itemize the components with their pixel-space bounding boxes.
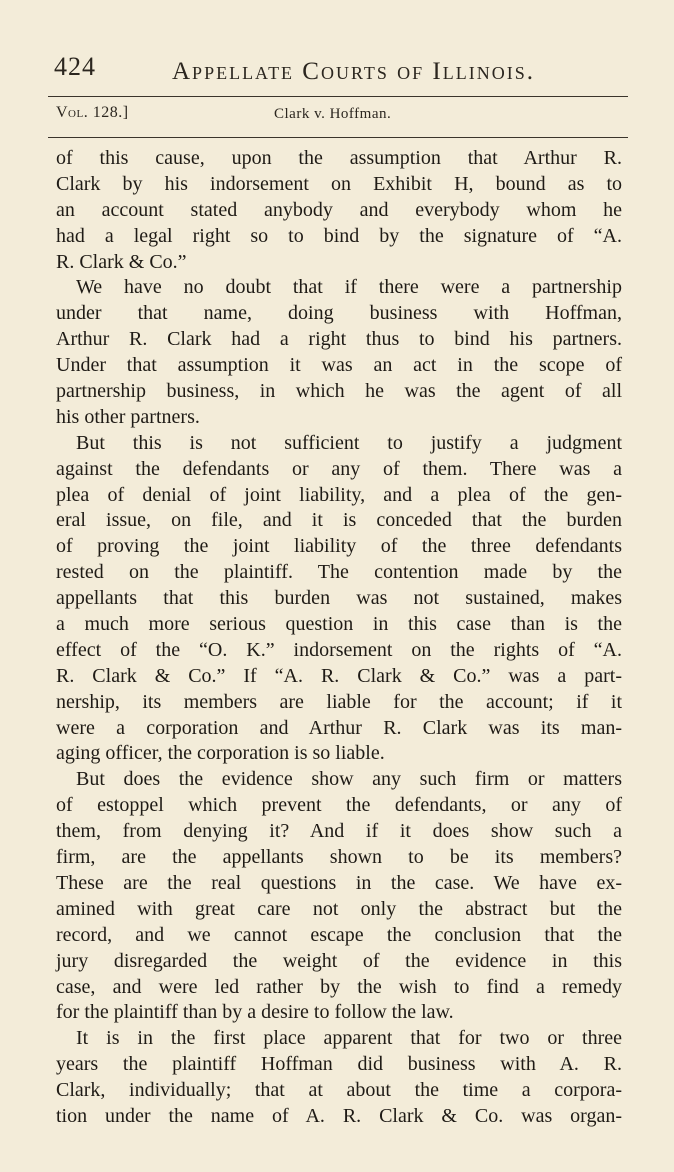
text-line: record, and we cannot escape the conclusion that the	[56, 923, 622, 946]
text-line: of this cause, upon the assumption that Arthur R.	[56, 147, 622, 169]
text-line: an account stated anybody and everybody whom he	[56, 198, 622, 221]
case-name: Clark v. Hoffman.	[274, 106, 392, 122]
text-line: years the plaintiff Hoffman did business with A. R.	[56, 1053, 622, 1076]
body-text	[56, 146, 622, 1130]
text-line: effect of the “O. K.” indorsement on the rights of “A.	[56, 638, 622, 661]
text-line: were a corporation and Arthur R. Clark was its man-	[56, 716, 622, 739]
text-line: R. Clark & Co.”	[56, 250, 187, 273]
subheader	[56, 104, 626, 132]
text-line: case, and were led rather by the wish to find a remedy	[56, 975, 622, 998]
text-line: eral issue, on file, and it is conceded that the burden	[56, 509, 622, 532]
text-line: nership, its members are liable for the account; if it	[56, 690, 622, 713]
text-line: R. Clark & Co.” If “A. R. Clark & Co.” was a part-	[56, 664, 622, 687]
text-line: a much more serious question in this case than is the	[56, 613, 622, 636]
text-line: amined with great care not only the abstract but the	[56, 897, 622, 920]
page-header	[54, 52, 628, 92]
text-line: plea of denial of joint liability, and a plea of the gen-	[56, 483, 622, 506]
text-line: partnership business, in which he was the agent of all	[56, 380, 622, 403]
text-line: But this is not sufficient to justify a judgment	[76, 431, 622, 454]
text-line: had a legal right so to bind by the signature of “A.	[56, 224, 622, 247]
text-line: Clark, individually; that at about the time a corpora-	[56, 1079, 622, 1102]
text-line: We have no doubt that if there were a partnership	[76, 276, 622, 299]
text-line: Clark by his indorsement on Exhibit H, bound as to	[56, 172, 622, 195]
text-line: These are the real questions in the case. We have ex-	[56, 871, 622, 894]
page-number: 424	[54, 52, 96, 81]
text-line: for the plaintiff than by a desire to follow the law.	[56, 1001, 454, 1024]
header-rule-bottom	[48, 137, 628, 138]
header-rule-top	[48, 96, 628, 97]
text-line: under that name, doing business with Hoffman,	[56, 302, 622, 325]
text-line: his other partners.	[56, 405, 200, 428]
text-line: them, from denying it? And if it does show such a	[56, 820, 622, 843]
text-line: tion under the name of A. R. Clark & Co. was organ-	[56, 1104, 622, 1127]
text-line: Under that assumption it was an act in the scope of	[56, 354, 622, 377]
running-title: Appellate Courts of Illinois.	[172, 58, 535, 85]
text-line: against the defendants or any of them. There was a	[56, 457, 622, 480]
text-line: Arthur R. Clark had a right thus to bind his partners.	[56, 328, 622, 351]
text-line: firm, are the appellants shown to be its members?	[56, 846, 622, 869]
text-line: appellants that this burden was not sustained, makes	[56, 587, 622, 610]
text-line: of estoppel which prevent the defendants, or any of	[56, 794, 622, 817]
text-line: rested on the plaintiff. The contention made by the	[56, 561, 622, 584]
text-line: of proving the joint liability of the three defendants	[56, 535, 622, 558]
text-line: It is in the first place apparent that for two or three	[76, 1027, 622, 1050]
volume-label: Vol. 128.]	[56, 104, 129, 121]
text-line: jury disregarded the weight of the evidence in this	[56, 949, 622, 972]
text-line: But does the evidence show any such firm or matters	[76, 768, 622, 791]
text-line: aging officer, the corporation is so liable.	[56, 742, 385, 765]
